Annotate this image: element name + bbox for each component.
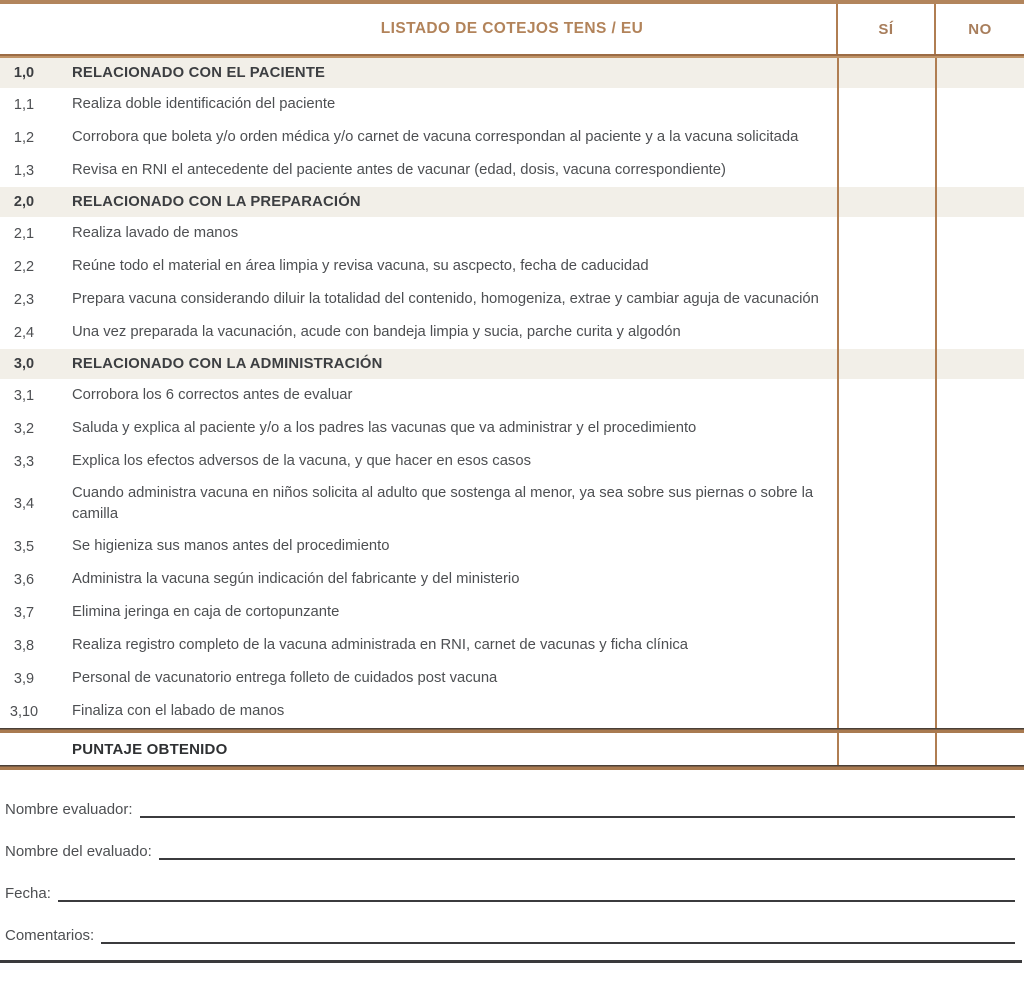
no-cell[interactable] [935,349,1024,379]
section-title: RELACIONADO CON EL PACIENTE [72,65,326,81]
item-text: Corrobora los 6 correctos antes de evaluar [72,387,353,403]
no-cell[interactable] [935,478,1024,530]
form-field-label: Fecha: [5,885,51,902]
form-field-label: Comentarios: [5,927,95,944]
yes-cell[interactable] [837,379,935,412]
yes-cell[interactable] [837,154,935,187]
no-cell[interactable] [935,250,1024,283]
checklist-item-row [0,563,1024,596]
form-field [5,792,1015,818]
no-cell[interactable] [935,379,1024,412]
item-number: 3,10 [9,703,39,720]
item-text: Una vez preparada la vacunación, acude con bandeja limpia y sucia, parche curita y algodón [72,324,681,340]
checklist-item-row [0,250,1024,283]
form-field [5,876,1015,902]
form-field-line[interactable] [159,832,1015,860]
item-number: 1,0 [13,65,35,81]
form-field-line[interactable] [58,874,1015,902]
table-header [0,4,1024,54]
evaluation-form [0,770,1024,944]
item-text: Elimina jeringa en caja de cortopunzante [72,604,340,620]
checklist-item-row [0,88,1024,121]
yes-cell[interactable] [837,283,935,316]
yes-cell[interactable] [837,662,935,695]
no-cell[interactable] [935,187,1024,217]
checklist-item-row [0,316,1024,349]
score-yes-cell[interactable] [837,733,935,765]
checklist-item-row [0,478,1024,530]
section-title: RELACIONADO CON LA ADMINISTRACIÓN [72,356,383,372]
section-row [0,187,1024,217]
yes-cell[interactable] [837,349,935,379]
section-title: RELACIONADO CON LA PREPARACIÓN [72,194,361,210]
form-field-line[interactable] [101,916,1015,944]
no-cell[interactable] [935,316,1024,349]
item-text: Finaliza con el labado de manos [72,703,285,719]
form-field-line[interactable] [140,790,1015,818]
yes-cell[interactable] [837,563,935,596]
yes-cell[interactable] [837,58,935,88]
item-number: 3,2 [13,420,35,437]
form-field [5,918,1015,944]
item-text: Se higieniza sus manos antes del procedimiento [72,538,390,554]
document-bottom-rule [0,960,1022,963]
checklist-item-row [0,379,1024,412]
item-text: Explica los efectos adversos de la vacuna, y que hacer en esos casos [72,453,531,469]
item-number: 1,3 [13,162,35,179]
yes-cell[interactable] [837,412,935,445]
form-field-label: Nombre evaluador: [5,801,133,818]
item-number: 3,1 [13,387,35,404]
checklist-item-row [0,121,1024,154]
item-number: 2,1 [13,225,35,242]
item-number: 3,3 [13,453,35,470]
yes-cell[interactable] [837,445,935,478]
score-row [0,733,1024,765]
no-cell[interactable] [935,662,1024,695]
checklist-item-row [0,283,1024,316]
score-label: PUNTAJE OBTENIDO [72,740,228,758]
yes-cell[interactable] [837,187,935,217]
item-text: Cuando administra vacuna en niños solicita al adulto que sostenga al menor, ya sea sobre sus piernas o sobre la camilla [72,485,814,522]
no-cell[interactable] [935,121,1024,154]
yes-cell[interactable] [837,478,935,530]
checklist-item-row [0,695,1024,728]
item-number: 1,2 [13,129,35,146]
item-number: 2,4 [13,324,35,341]
item-text: Realiza doble identificación del paciente [72,96,336,112]
checklist-item-row [0,530,1024,563]
checklist-item-row [0,445,1024,478]
item-text: Prepara vacuna considerando diluir la totalidad del contenido, homogeniza, extrae y cambiar aguja de vacunación [72,291,819,307]
yes-cell[interactable] [837,121,935,154]
no-cell[interactable] [935,217,1024,250]
checklist-item-row [0,154,1024,187]
section-row [0,349,1024,379]
no-cell[interactable] [935,530,1024,563]
checklist-rows [0,58,1024,728]
item-number: 3,0 [13,356,35,372]
item-text: Corrobora que boleta y/o orden médica y/o carnet de vacuna correspondan al paciente y a la vacuna solicitada [72,129,799,145]
item-number: 2,0 [13,194,35,210]
item-number: 3,7 [13,604,35,621]
checklist-item-row [0,629,1024,662]
no-cell[interactable] [935,88,1024,121]
yes-cell[interactable] [837,629,935,662]
yes-cell[interactable] [837,316,935,349]
item-text: Revisa en RNI el antecedente del paciente antes de vacunar (edad, dosis, vacuna correspondiente) [72,162,726,178]
item-number: 3,9 [13,670,35,687]
item-number: 2,2 [13,258,35,275]
item-text: Personal de vacunatorio entrega folleto de cuidados post vacuna [72,670,498,686]
score-no-cell[interactable] [935,733,1024,765]
form-field-label: Nombre del evaluado: [5,843,152,860]
checklist-item-row [0,217,1024,250]
item-number: 2,3 [13,291,35,308]
no-cell[interactable] [935,412,1024,445]
item-text: Realiza lavado de manos [72,225,239,241]
table-title: LISTADO DE COTEJOS TENS / EU [380,20,644,37]
no-cell[interactable] [935,563,1024,596]
no-cell[interactable] [935,154,1024,187]
item-number: 3,8 [13,637,35,654]
item-text: Administra la vacuna según indicación del fabricante y del ministerio [72,571,520,587]
item-text: Realiza registro completo de la vacuna administrada en RNI, carnet de vacunas y ficha clínica [72,637,689,653]
column-header-yes: SÍ [878,20,894,38]
yes-cell[interactable] [837,88,935,121]
score-num-spacer [0,733,56,765]
checklist-item-row [0,596,1024,629]
item-number: 1,1 [13,96,35,113]
item-text: Saluda y explica al paciente y/o a los padres las vacunas que va administrar y el procedimiento [72,420,697,436]
item-number: 3,4 [13,496,35,512]
item-number: 3,6 [13,571,35,588]
no-cell[interactable] [935,58,1024,88]
checklist-item-row [0,662,1024,695]
no-cell[interactable] [935,283,1024,316]
no-cell[interactable] [935,445,1024,478]
yes-cell[interactable] [837,695,935,728]
yes-cell[interactable] [837,530,935,563]
no-cell[interactable] [935,596,1024,629]
column-header-no: NO [968,20,992,38]
no-cell[interactable] [935,695,1024,728]
item-text: Reúne todo el material en área limpia y revisa vacuna, su ascpecto, fecha de caducidad [72,258,649,274]
form-field [5,834,1015,860]
section-row [0,58,1024,88]
yes-cell[interactable] [837,217,935,250]
checklist-item-row [0,412,1024,445]
yes-cell[interactable] [837,596,935,629]
item-number: 3,5 [13,538,35,555]
no-cell[interactable] [935,629,1024,662]
yes-cell[interactable] [837,250,935,283]
